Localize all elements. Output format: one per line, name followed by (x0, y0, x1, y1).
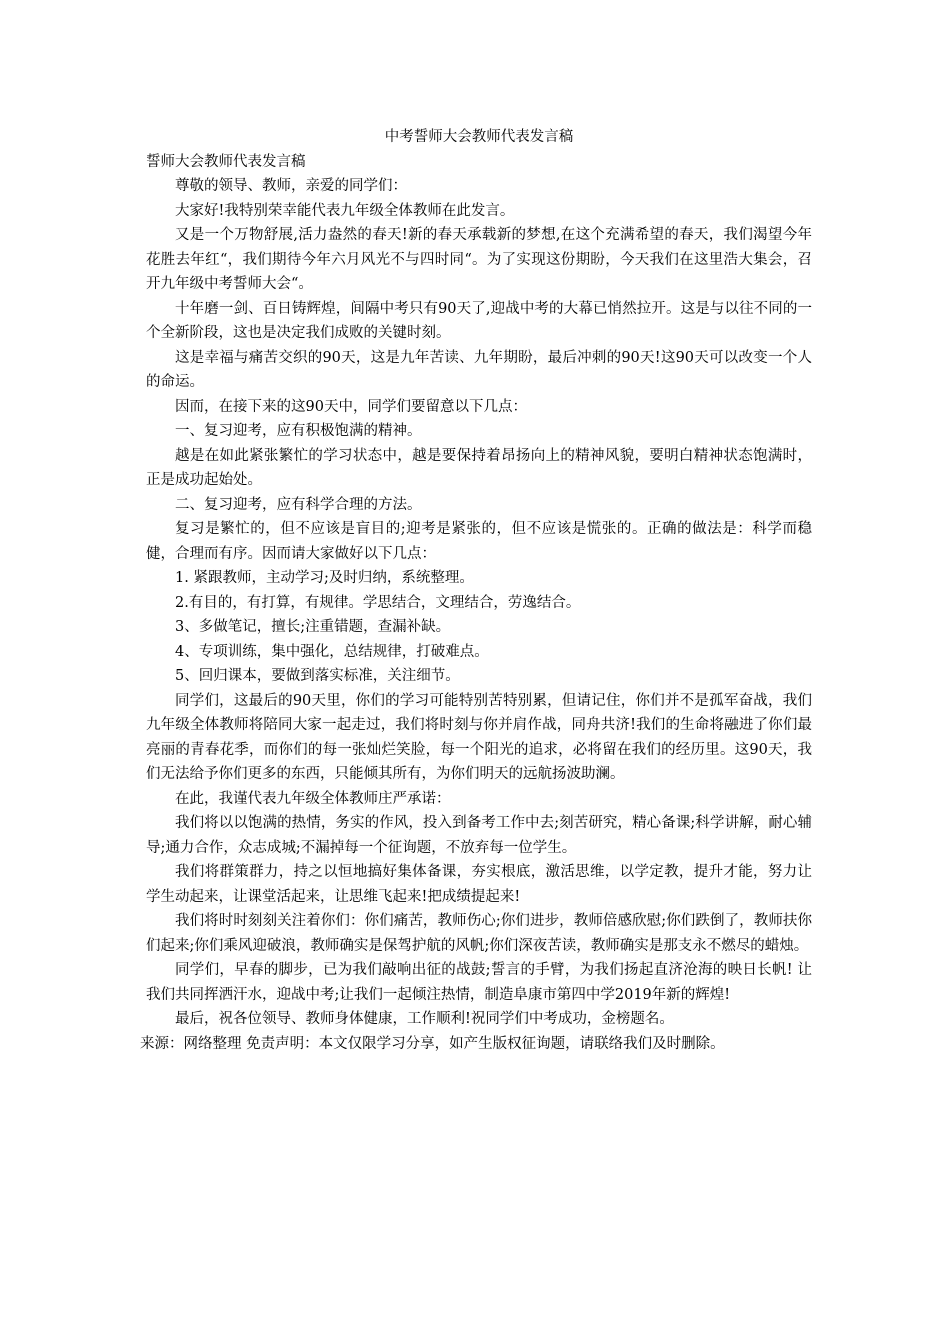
paragraph-closing: 最后，祝各位领导、教师身体健康，工作顺利!祝同学们中考成功，金榜题名。 (175, 1011, 674, 1027)
paragraph: 越是在如此紧张繁忙的学习状态中，越是要保持着昂扬向上的精神风貌，要明白精神状态饱满时，正是成功起始处。 (146, 447, 812, 488)
paragraph: 我们将以以饱满的热情，务实的作风，投入到备考工作中去;刻苦研究，精心备课;科学讲解，耐心辅导;通力合作，众志成城;不漏掉每一个征询题，不放弃每一位学生。 (146, 815, 812, 856)
section-heading: 二、复习迎考，应有科学合理的方法。 (175, 496, 422, 513)
list-item: 2.有目的，有打算，有规律。学思结合，文理结合，劳逸结合。 (175, 594, 581, 611)
document-body (140, 125, 812, 1056)
footer-disclaimer: 来源：网络整理 免责声明：本文仅限学习分享，如产生版权征询题，请联络我们及时删除。 (140, 1035, 725, 1052)
paragraph: 这是幸福与痛苦交织的90天，这是九年苦读、九年期盼，最后冲刺的90天!这90天可以改变一个人的命运。 (146, 349, 812, 390)
document-title: 中考誓师大会教师代表发言稿 (384, 129, 574, 145)
paragraph: 因而，在接下来的这90天中，同学们要留意以下几点： (175, 398, 527, 415)
list-item: 3、多做笔记，擅长;注重错题，查漏补缺。 (175, 619, 451, 635)
paragraph: 我们将群策群力，持之以恒地搞好集体备课，夯实根底，激活思维，以学定教，提升才能，努力让学生动起来，让课堂活起来，让思维飞起来!把成绩提起来! (146, 864, 812, 905)
list-item: 5、回归课本，要做到落实标准，关注细节。 (175, 668, 460, 684)
document-subtitle: 誓师大会教师代表发言稿 (146, 153, 306, 170)
paragraph: 复习是繁忙的，但不应该是盲目的;迎考是紧张的，但不应该是慌张的。正确的做法是：科学而稳健，合理而有序。因而请大家做好以下几点： (146, 521, 812, 562)
paragraph: 又是一个万物舒展,活力盎然的春天!新的春天承载新的梦想,在这个充满希望的春天，我们渴望今年花胜去年红“，我们期待今年六月风光不与四时同“。为了实现这份期盼，今天我们在这里浩大集会，召开九年级中考誓师大会“。 (146, 227, 812, 292)
list-item: 1. 紧跟教师，主动学习;及时归纳，系统整理。 (175, 570, 474, 586)
paragraph: 在此，我谨代表九年级全体教师庄严承诺： (175, 790, 451, 807)
paragraph: 十年磨一剑、百日铸辉煌，间隔中考只有90天了,迎战中考的大幕已悄然拉开。这是与以往不同的一个全新阶段，这也是决定我们成败的关键时刻。 (146, 300, 812, 341)
paragraph: 同学们，这最后的90天里，你们的学习可能特别苦特别累，但请记住，你们并不是孤军奋战，我们九年级全体教师将陪同大家一起走过，我们将时刻与你并肩作战，同舟共济!我们的生命将融进了你们最亮丽的青春花季，而你们的每一张灿烂笑脸，每一个阳光的追求，必将留在我们的经历里。这90天，我们无法给予你们更多的东西，只能倾其所有，为你们明天的远航扬波助澜。 (146, 692, 812, 782)
paragraph: 同学们，早春的脚步，已为我们敲响出征的战鼓;誓言的手臂，为我们扬起直济沧海的映日长帆! 让我们共同挥洒汗水，迎战中考;让我们一起倾注热情，制造阜康市第四中学2019年新的辉煌! (146, 962, 812, 1003)
paragraph-greeting: 尊敬的领导、教师，亲爱的同学们： (175, 178, 407, 194)
paragraph: 我们将时时刻刻关注着你们：你们痛苦，教师伤心;你们进步，教师倍感欣慰;你们跌倒了，教师扶你们起来;你们乘风迎破浪，教师确实是保驾护航的风帆;你们深夜苦读，教师确实是那支永不燃尽的蜡烛。 (146, 913, 812, 954)
paragraph-intro: 大家好!我特别荣幸能代表九年级全体教师在此发言。 (175, 202, 515, 219)
list-item: 4、专项训练，集中强化，总结规律，打破难点。 (175, 643, 489, 660)
section-heading: 一、复习迎考，应有积极饱满的精神。 (175, 423, 422, 439)
